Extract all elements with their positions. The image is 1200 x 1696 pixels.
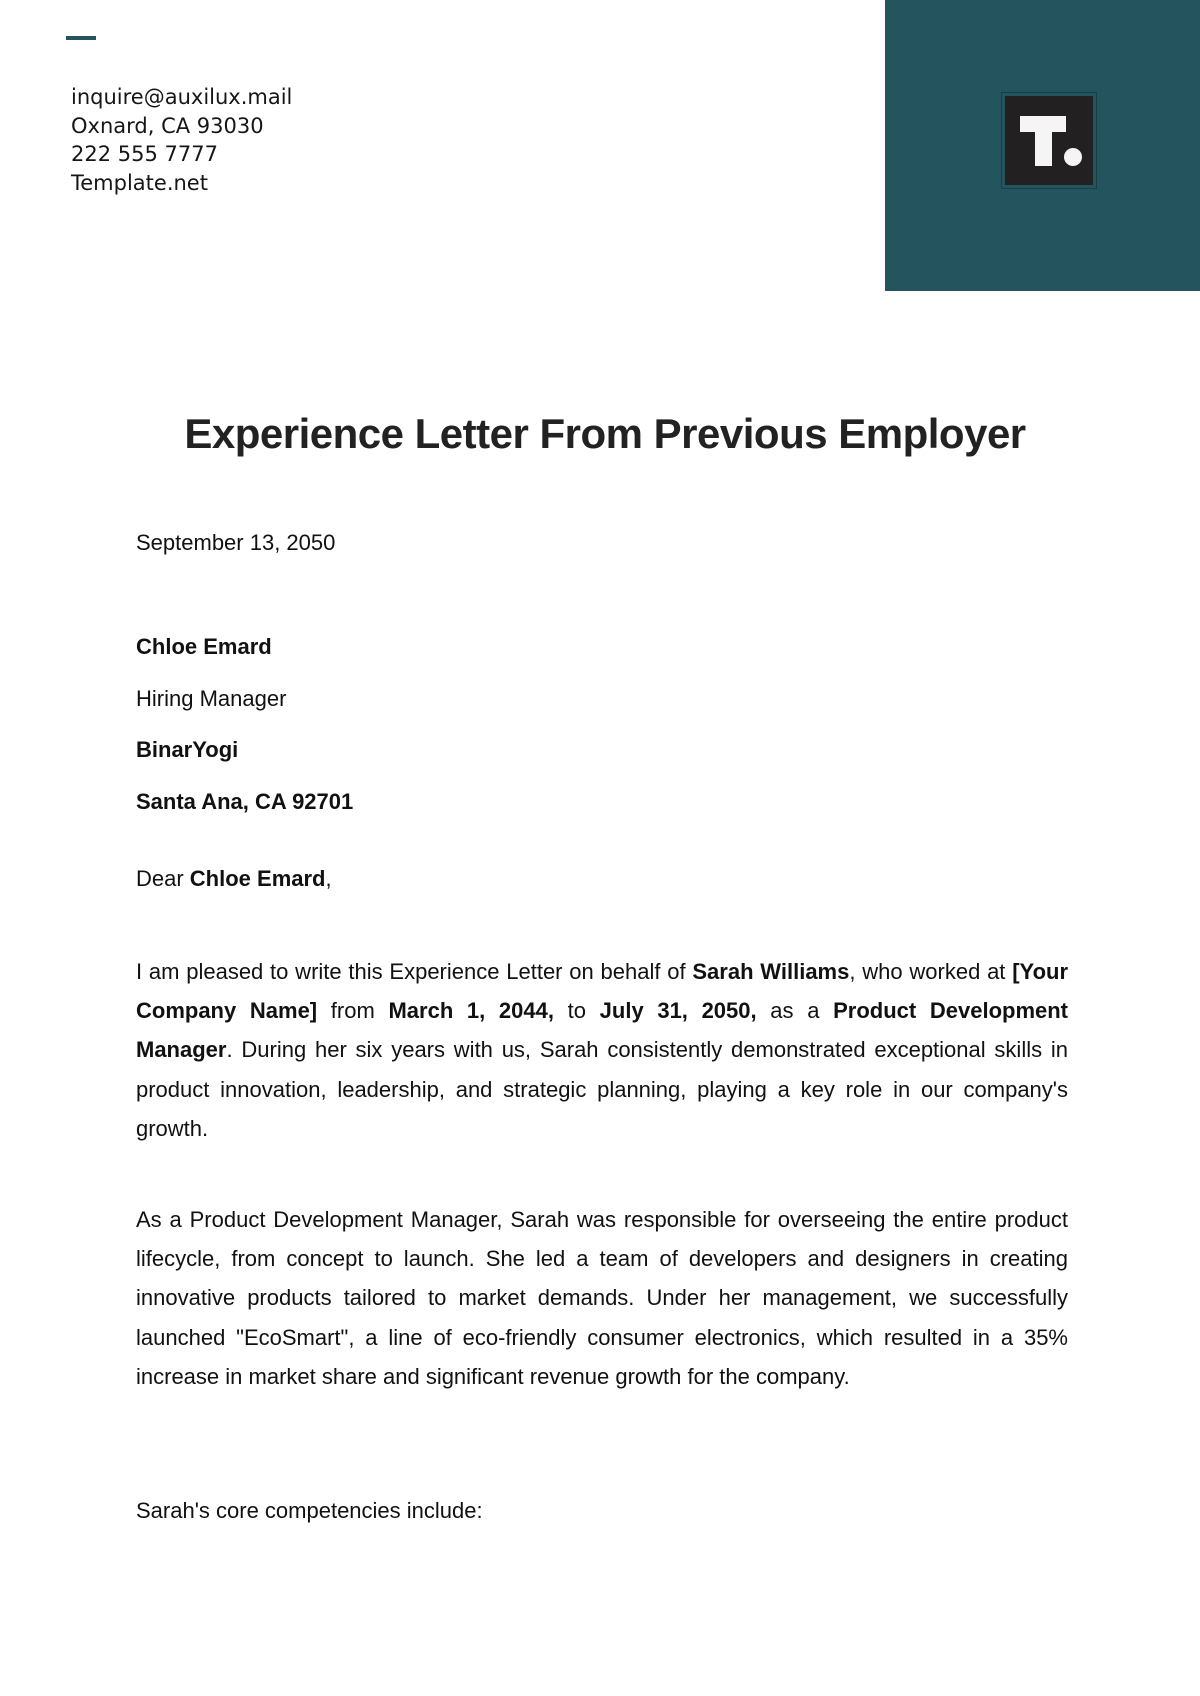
document-title: Experience Letter From Previous Employer bbox=[184, 410, 1026, 457]
sender-contact-block bbox=[71, 83, 292, 197]
company-logo bbox=[1001, 92, 1097, 189]
recipient-position: Hiring Manager bbox=[136, 685, 287, 711]
brand-color-block bbox=[885, 0, 1200, 291]
recipient-name: Chloe Emard bbox=[136, 634, 272, 659]
text: as a bbox=[756, 998, 834, 1024]
recipient-company: BinarYogi bbox=[136, 737, 239, 762]
recipient-location: Santa Ana, CA 92701 bbox=[136, 788, 354, 814]
sender-email: inquire@auxilux.mail bbox=[71, 85, 293, 109]
text: , who worked at bbox=[849, 959, 1013, 984]
sender-address: Oxnard, CA 93030 bbox=[71, 113, 264, 138]
paragraph-introduction bbox=[136, 952, 1068, 1148]
job-role: Product Development Manager bbox=[136, 998, 1069, 1063]
employee-name: Sarah Williams bbox=[692, 959, 850, 984]
paragraph-competencies-intro: Sarah's core competencies include: bbox=[136, 1498, 483, 1523]
salutation-name: Chloe Emard bbox=[189, 866, 326, 891]
recipient-block bbox=[136, 621, 1068, 827]
end-date: July 31, 2050, bbox=[599, 998, 757, 1024]
salutation-prefix: Dear bbox=[136, 866, 190, 891]
salutation-suffix: , bbox=[325, 866, 332, 891]
company-name: [Your Company Name] bbox=[136, 959, 1069, 1024]
text: to bbox=[553, 998, 600, 1024]
salutation bbox=[136, 866, 1068, 892]
text: . During her six years with us, Sarah consistently demonstrated exceptional skills in product innovation, leadership, and strategic planning, playing a key role in our company's growth. bbox=[136, 1037, 1068, 1141]
start-date: March 1, 2044, bbox=[388, 998, 554, 1024]
text: I am pleased to write this Experience Letter on behalf of bbox=[136, 959, 693, 984]
accent-dash bbox=[66, 36, 96, 40]
sender-phone: 222 555 7777 bbox=[71, 142, 218, 166]
template-t-logo-icon bbox=[1005, 96, 1093, 185]
letter-date: September 13, 2050 bbox=[136, 530, 336, 555]
paragraph-responsibilities: As a Product Development Manager, Sarah was responsible for overseeing the entire product lifecycle, from concept to launch. She led a team of developers and designers in creating innovative products tailored to market demands. Under her management, we successfully launched "EcoSmart", a line of eco-friendly consumer electronics, which resulted in a 35% increase in market share and significant revenue growth for the company. bbox=[136, 1207, 1068, 1389]
text: from bbox=[317, 998, 389, 1024]
sender-website: Template.net bbox=[71, 170, 208, 195]
